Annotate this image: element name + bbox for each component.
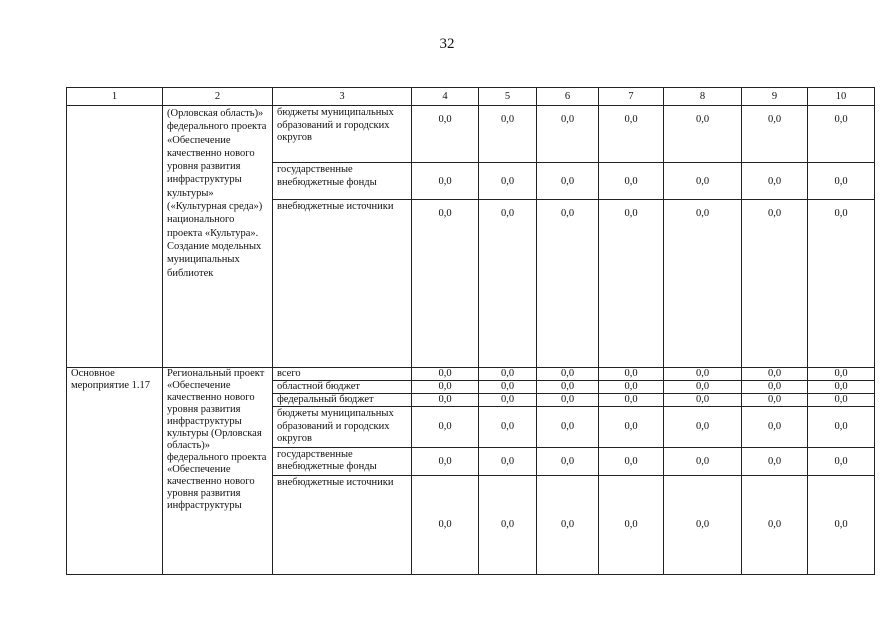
project-name-cell: (Орловская область)» федерального проекта «Обеспечение качественно нового уровня развития инфраструктуры культуры» («Культурная среда») национального проекта «Культура». Создание модельных муниципальных библиотек — [163, 106, 273, 368]
value-cell: 0,0 — [808, 368, 875, 381]
value-cell: 0,0 — [808, 200, 875, 368]
value-cell: 0,0 — [742, 200, 808, 368]
value-cell: 0,0 — [664, 475, 742, 574]
funding-source: государственные внебюджетные фонды — [273, 163, 412, 200]
table-row — [67, 106, 875, 163]
value-cell: 0,0 — [412, 163, 479, 200]
value-cell: 0,0 — [479, 407, 537, 448]
value-cell: 0,0 — [742, 381, 808, 394]
value-cell: 0,0 — [599, 381, 664, 394]
value-cell: 0,0 — [808, 106, 875, 163]
value-cell: 0,0 — [808, 407, 875, 448]
value-cell: 0,0 — [742, 447, 808, 475]
funding-source: бюджеты муниципальных образований и городских округов — [273, 106, 412, 163]
value-cell: 0,0 — [808, 394, 875, 407]
value-cell: 0,0 — [412, 475, 479, 574]
column-header: 4 — [412, 88, 479, 106]
column-header: 9 — [742, 88, 808, 106]
funding-source: всего — [273, 368, 412, 381]
column-header: 5 — [479, 88, 537, 106]
header-row — [67, 88, 875, 106]
value-cell: 0,0 — [664, 163, 742, 200]
value-cell: 0,0 — [412, 368, 479, 381]
value-cell: 0,0 — [479, 447, 537, 475]
column-header: 1 — [67, 88, 163, 106]
value-cell: 0,0 — [664, 407, 742, 448]
value-cell: 0,0 — [808, 163, 875, 200]
value-cell: 0,0 — [479, 200, 537, 368]
value-cell: 0,0 — [479, 394, 537, 407]
value-cell: 0,0 — [742, 475, 808, 574]
value-cell: 0,0 — [742, 407, 808, 448]
value-cell: 0,0 — [808, 447, 875, 475]
value-cell: 0,0 — [599, 106, 664, 163]
value-cell: 0,0 — [537, 368, 599, 381]
value-cell: 0,0 — [599, 368, 664, 381]
value-cell: 0,0 — [412, 200, 479, 368]
value-cell: 0,0 — [537, 163, 599, 200]
value-cell: 0,0 — [664, 368, 742, 381]
value-cell: 0,0 — [742, 106, 808, 163]
value-cell: 0,0 — [479, 106, 537, 163]
value-cell: 0,0 — [808, 381, 875, 394]
value-cell: 0,0 — [664, 394, 742, 407]
value-cell: 0,0 — [664, 200, 742, 368]
value-cell: 0,0 — [742, 368, 808, 381]
value-cell: 0,0 — [537, 407, 599, 448]
value-cell: 0,0 — [599, 163, 664, 200]
event-cell — [67, 106, 163, 368]
column-header: 6 — [537, 88, 599, 106]
value-cell: 0,0 — [537, 200, 599, 368]
value-cell: 0,0 — [479, 368, 537, 381]
value-cell: 0,0 — [599, 475, 664, 574]
value-cell: 0,0 — [412, 447, 479, 475]
column-header: 8 — [664, 88, 742, 106]
value-cell: 0,0 — [599, 447, 664, 475]
funding-source: бюджеты муниципальных образований и городских округов — [273, 407, 412, 448]
value-cell: 0,0 — [537, 394, 599, 407]
value-cell: 0,0 — [537, 475, 599, 574]
value-cell: 0,0 — [479, 475, 537, 574]
value-cell: 0,0 — [599, 200, 664, 368]
value-cell: 0,0 — [412, 407, 479, 448]
project-name-cell: Региональный проект «Обеспечение качественно нового уровня развития инфраструктуры культуры (Орловская область)» федерального проекта «Обеспечение качественно нового уровня развития инфраструктуры — [163, 368, 273, 575]
event-cell: Основное мероприятие 1.17 — [67, 368, 163, 575]
budget-table — [66, 87, 875, 575]
column-header: 7 — [599, 88, 664, 106]
column-header: 2 — [163, 88, 273, 106]
value-cell: 0,0 — [664, 381, 742, 394]
value-cell: 0,0 — [412, 381, 479, 394]
value-cell: 0,0 — [479, 381, 537, 394]
value-cell: 0,0 — [599, 407, 664, 448]
value-cell: 0,0 — [664, 447, 742, 475]
value-cell: 0,0 — [537, 381, 599, 394]
value-cell: 0,0 — [479, 163, 537, 200]
value-cell: 0,0 — [537, 447, 599, 475]
funding-source: внебюджетные источники — [273, 475, 412, 574]
value-cell: 0,0 — [599, 394, 664, 407]
column-header: 10 — [808, 88, 875, 106]
value-cell: 0,0 — [412, 394, 479, 407]
value-cell: 0,0 — [742, 394, 808, 407]
funding-source: федеральный бюджет — [273, 394, 412, 407]
column-header: 3 — [273, 88, 412, 106]
funding-source: государственные внебюджетные фонды — [273, 447, 412, 475]
value-cell: 0,0 — [742, 163, 808, 200]
page-number: 32 — [439, 36, 455, 52]
value-cell: 0,0 — [537, 106, 599, 163]
funding-source: внебюджетные источники — [273, 200, 412, 368]
value-cell: 0,0 — [808, 475, 875, 574]
table-row — [67, 368, 875, 381]
funding-source: областной бюджет — [273, 381, 412, 394]
value-cell: 0,0 — [664, 106, 742, 163]
value-cell: 0,0 — [412, 106, 479, 163]
